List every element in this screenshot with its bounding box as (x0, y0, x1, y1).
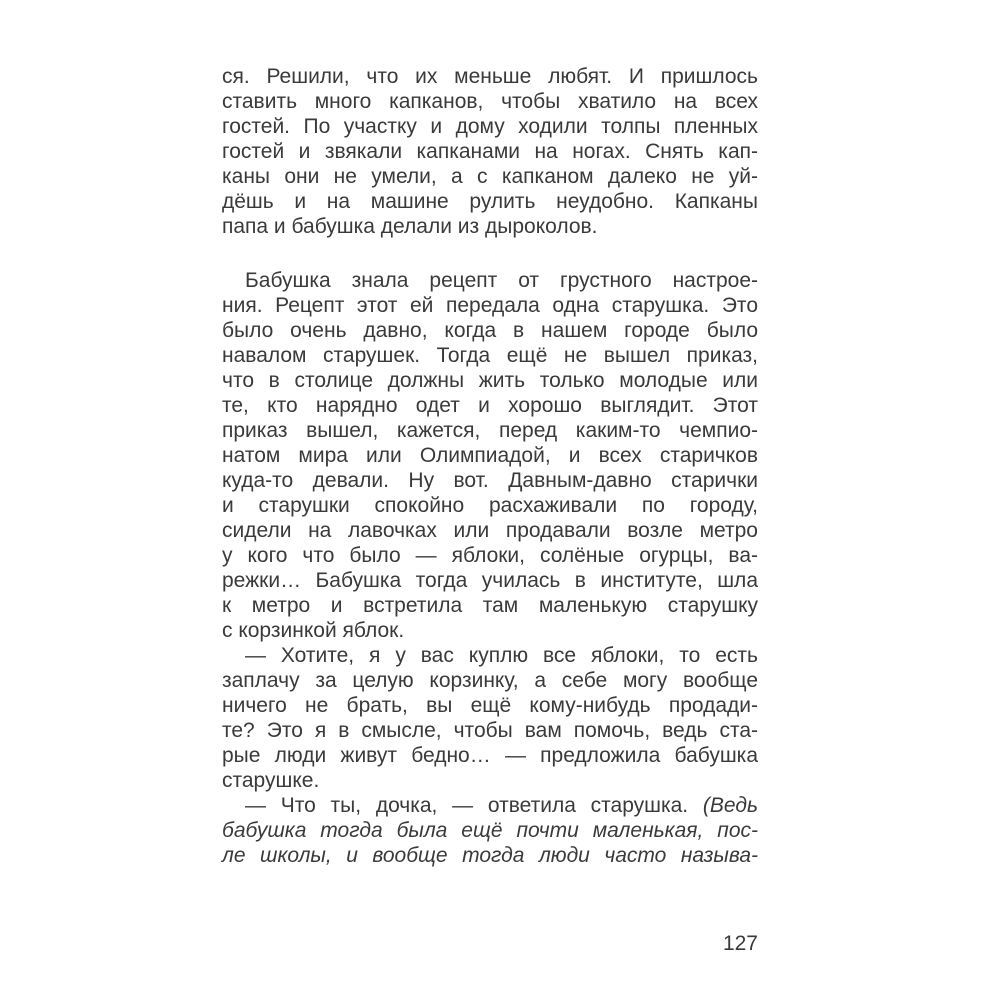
page-number: 127 (722, 932, 758, 955)
text-line: заплачу за целую корзинку, а себе могу вообще (222, 669, 758, 692)
text-line: у кого что было — яблоки, солёные огурцы, ва- (222, 544, 758, 567)
text-line: гостей и звякали капканами на ногах. Снять кап- (222, 140, 758, 163)
text-line: папа и бабушка делали из дыроколов. (222, 215, 598, 238)
text-line: те, кто нарядно одет и хорошо выглядит. Этот (222, 394, 758, 417)
text-line: ставить много капканов, чтобы хватило на всех (222, 90, 758, 113)
text-line: Бабушка знала рецепт от грустного настрое- (245, 269, 758, 292)
italic-text: (Ведь (702, 794, 758, 817)
text-line: те? Это я в смысле, чтобы вам помочь, ведь ста- (222, 719, 758, 742)
text-line: натом мира или Олимпиадой, и всех старичков (222, 444, 758, 467)
text-line: и старушки спокойно расхаживали по городу, (222, 494, 758, 517)
text-line: старушке. (222, 769, 320, 792)
text-line: рые люди живут бедно… — предложила бабушка (222, 744, 758, 767)
text-line: гостей. По участку и дому ходили толпы пленных (222, 115, 758, 138)
text-line: каны они не умели, а с капканом далеко не уй- (222, 165, 758, 188)
text-line: к метро и встретила там маленькую старушку (222, 594, 758, 617)
text-line: бабушка тогда была ещё почти маленькая, пос- (222, 819, 758, 842)
text-line: ничего не брать, вы ещё кому-нибудь продади- (222, 694, 758, 717)
text-line (245, 793, 758, 818)
text-line: ся. Решили, что их меньше любят. И пришлось (222, 65, 758, 88)
dialogue-text: — Что ты, дочка, — ответила старушка. (245, 794, 703, 817)
text-line: с корзинкой яблок. (222, 619, 405, 642)
text-line: сидели на лавочках или продавали возле метро (222, 519, 758, 542)
text-line: навалом старушек. Тогда ещё не вышел приказ, (222, 344, 758, 367)
text-line: что в столице должны жить только молодые или (222, 369, 758, 392)
text-line: куда-то девали. Ну вот. Давным-давно старички (222, 469, 758, 492)
text-line: режки… Бабушка тогда училась в институте, шла (222, 569, 758, 592)
text-line: — Хотите, я у вас куплю все яблоки, то есть (245, 644, 758, 667)
text-line: было очень давно, когда в нашем городе было (222, 319, 758, 342)
text-line: ния. Рецепт этот ей передала одна старушка. Это (222, 294, 758, 317)
text-line: дёшь и на машине рулить неудобно. Капканы (222, 190, 758, 213)
text-line: ле школы, и вообще тогда люди часто называ- (222, 844, 758, 867)
text-line: приказ вышел, кажется, перед каким-то чемпио- (222, 419, 758, 442)
